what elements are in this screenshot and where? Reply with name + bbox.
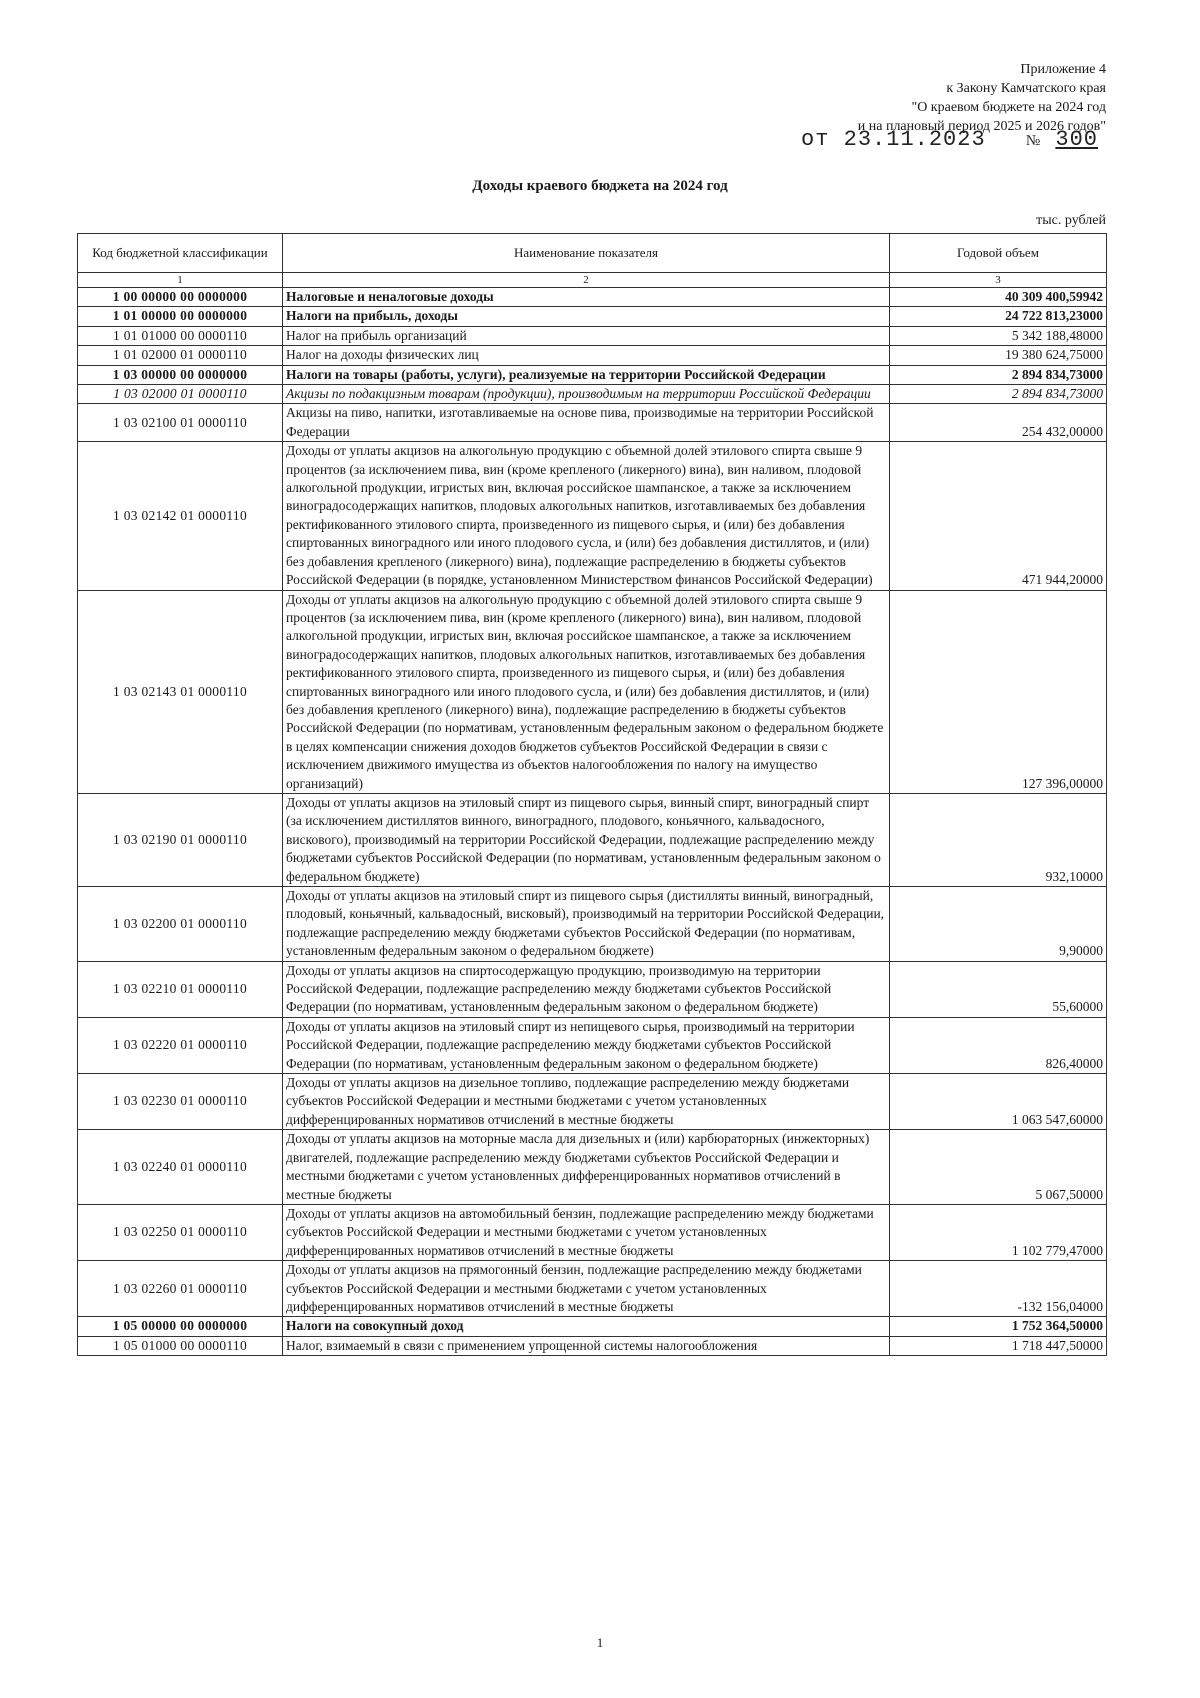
code-cell: 1 03 02250 01 0000110 xyxy=(78,1204,283,1260)
value-cell: 5 342 188,48000 xyxy=(890,326,1107,345)
code-cell: 1 01 00000 00 0000000 xyxy=(78,307,283,326)
code-cell: 1 03 00000 00 0000000 xyxy=(78,365,283,384)
code-cell: 1 01 01000 00 0000110 xyxy=(78,326,283,345)
value-cell: 471 944,20000 xyxy=(890,442,1107,590)
name-cell: Налоговые и неналоговые доходы xyxy=(283,288,890,307)
name-cell: Доходы от уплаты акцизов на спиртосодержащую продукцию, производимую на территории Российской Федерации, подлежащие распределению между бюджетами субъектов Российской Федерации (по нормативам, установленным федеральным законом о федеральном бюджете) xyxy=(283,961,890,1017)
value-cell: 40 309 400,59942 xyxy=(890,288,1107,307)
table-row xyxy=(78,1074,1107,1130)
name-cell: Доходы от уплаты акцизов на этиловый спирт из пищевого сырья (дистилляты винный, виноградный, плодовый, коньячный, кальвадосный, висковый), производимый на территории Российской Федерации, подлежащие распределению между бюджетами субъектов Российской Федерации (по нормативам, установленным федеральным законом о федеральном бюджете) xyxy=(283,887,890,962)
name-cell: Налог на прибыль организаций xyxy=(283,326,890,345)
code-cell: 1 03 02260 01 0000110 xyxy=(78,1261,283,1317)
value-cell: 826,40000 xyxy=(890,1017,1107,1073)
table-row xyxy=(78,346,1107,365)
table-row xyxy=(78,288,1107,307)
value-cell: 1 102 779,47000 xyxy=(890,1204,1107,1260)
name-cell: Акцизы по подакцизным товарам (продукции), производимым на территории Российской Федерации xyxy=(283,385,890,404)
appendix-header xyxy=(858,60,1106,136)
column-header-name: Наименование показателя xyxy=(283,234,890,273)
appendix-line: "О краевом бюджете на 2024 год xyxy=(911,100,1106,115)
name-cell: Доходы от уплаты акцизов на алкогольную продукцию с объемной долей этилового спирта свыше 9 процентов (за исключением пива, вин (кроме крепленого (ликерного) вина), вин наливом, плодовой алкогольной продукции, игристых вин, включая российское шампанское, а также за исключением виноградосодержащих напитков, плодовых алкогольных напитков, изготавливаемых без добавления ректификованного этилового спирта, произведенного из пищевого сырья, и (или) без добавления спиртованных виноградного или иного плодового сусла, и (или) без добавления дистиллятов, и (или) без добавления крепленого (ликерного) вина), подлежащие распределению в бюджеты субъектов Российской Федерации (в порядке, установленном Министерством финансов Российской Федерации) xyxy=(283,442,890,590)
name-cell: Доходы от уплаты акцизов на прямогонный бензин, подлежащие распределению между бюджетами субъектов Российской Федерации и местными бюджетами с учетом установленных дифференцированных нормативов отчислений в местные бюджеты xyxy=(283,1261,890,1317)
table-row xyxy=(78,590,1107,793)
code-cell: 1 03 02100 01 0000110 xyxy=(78,404,283,442)
value-cell: 9,90000 xyxy=(890,887,1107,962)
name-cell: Акцизы на пиво, напитки, изготавливаемые на основе пива, производимые на территории Российской Федерации xyxy=(283,404,890,442)
code-cell: 1 03 02142 01 0000110 xyxy=(78,442,283,590)
decree-date: от 23.11.2023 xyxy=(801,127,986,152)
table-row xyxy=(78,1317,1107,1336)
name-cell: Доходы от уплаты акцизов на моторные масла для дизельных и (или) карбюраторных (инжекторных) двигателей, подлежащие распределению между бюджетами субъектов Российской Федерации и местными бюджетами с учетом установленных дифференцированных нормативов отчислений в местные бюджеты xyxy=(283,1130,890,1205)
value-cell: 1 063 547,60000 xyxy=(890,1074,1107,1130)
value-cell: 1 752 364,50000 xyxy=(890,1317,1107,1336)
table-row xyxy=(78,1204,1107,1260)
value-cell: -132 156,04000 xyxy=(890,1261,1107,1317)
table-row xyxy=(78,307,1107,326)
code-cell: 1 01 02000 01 0000110 xyxy=(78,346,283,365)
name-cell: Доходы от уплаты акцизов на алкогольную продукцию с объемной долей этилового спирта свыше 9 процентов (за исключением пива, вин (кроме крепленого (ликерного) вина), вин наливом, плодовой алкогольной продукции, игристых вин, включая российское шампанское, а также за исключением виноградосодержащих напитков, плодовых алкогольных напитков, изготавливаемых без добавления ректификованного этилового спирта, произведенного из пищевого сырья, и (или) без добавления спиртованных виноградного или иного плодового сусла, и (или) без добавления дистиллятов, и (или) без добавления крепленого (ликерного) вина), подлежащие распределению в бюджеты субъектов Российской Федерации (по нормативам, установленным федеральным законом о федеральном бюджете в целях компенсации снижения доходов бюджетов субъектов Российской Федерации в связи с исключением движимого имущества из объектов налогообложения по налогу на имущество организаций) xyxy=(283,590,890,793)
value-cell: 55,60000 xyxy=(890,961,1107,1017)
code-cell: 1 03 02240 01 0000110 xyxy=(78,1130,283,1205)
name-cell: Налоги на товары (работы, услуги), реализуемые на территории Российской Федерации xyxy=(283,365,890,384)
name-cell: Доходы от уплаты акцизов на этиловый спирт из пищевого сырья, винный спирт, виноградный спирт (за исключением дистиллятов винного, виноградного, плодового, коньячного, кальвадосного, вискового), производимый на территории Российской Федерации, подлежащие распределению между бюджетами субъектов Российской Федерации (по нормативам, установленным федеральным законом о федеральном бюджете) xyxy=(283,793,890,886)
value-cell: 24 722 813,23000 xyxy=(890,307,1107,326)
name-cell: Налоги на прибыль, доходы xyxy=(283,307,890,326)
value-cell: 932,10000 xyxy=(890,793,1107,886)
code-cell: 1 03 02200 01 0000110 xyxy=(78,887,283,962)
units-label: тыс. рублей xyxy=(1036,213,1106,228)
table-row xyxy=(78,1261,1107,1317)
value-cell: 2 894 834,73000 xyxy=(890,365,1107,384)
revenue-table xyxy=(77,233,1107,1356)
code-cell: 1 03 02143 01 0000110 xyxy=(78,590,283,793)
name-cell: Налоги на совокупный доход xyxy=(283,1317,890,1336)
column-number-row xyxy=(78,273,1107,288)
decree-number-label: № xyxy=(1025,133,1042,149)
table-row xyxy=(78,793,1107,886)
value-cell: 127 396,00000 xyxy=(890,590,1107,793)
table-row xyxy=(78,961,1107,1017)
value-cell: 254 432,00000 xyxy=(890,404,1107,442)
table-row xyxy=(78,1130,1107,1205)
column-header-value: Годовой объем xyxy=(890,234,1107,273)
table-row xyxy=(78,404,1107,442)
decree-reference xyxy=(801,127,1098,152)
appendix-line: и на плановый период 2025 и 2026 годов" xyxy=(857,119,1106,134)
name-cell: Доходы от уплаты акцизов на дизельное топливо, подлежащие распределению между бюджетами субъектов Российской Федерации и местными бюджетами с учетом установленных дифференцированных нормативов отчислений в местные бюджеты xyxy=(283,1074,890,1130)
code-cell: 1 03 02230 01 0000110 xyxy=(78,1074,283,1130)
column-number: 2 xyxy=(283,273,890,288)
code-cell: 1 05 00000 00 0000000 xyxy=(78,1317,283,1336)
value-cell: 2 894 834,73000 xyxy=(890,385,1107,404)
appendix-line: Приложение 4 xyxy=(1020,62,1106,77)
appendix-line: к Закону Камчатского края xyxy=(946,81,1106,96)
table-row xyxy=(78,1017,1107,1073)
value-cell: 1 718 447,50000 xyxy=(890,1336,1107,1355)
code-cell: 1 03 02210 01 0000110 xyxy=(78,961,283,1017)
table-row xyxy=(78,1336,1107,1355)
name-cell: Налог на доходы физических лиц xyxy=(283,346,890,365)
column-number: 1 xyxy=(78,273,283,288)
name-cell: Налог, взимаемый в связи с применением упрощенной системы налогообложения xyxy=(283,1336,890,1355)
name-cell: Доходы от уплаты акцизов на этиловый спирт из непищевого сырья, производимый на территории Российской Федерации, подлежащие распределению между бюджетами субъектов Российской Федерации (по нормативам, установленным федеральным законом о федеральном бюджете) xyxy=(283,1017,890,1073)
table-row xyxy=(78,326,1107,345)
decree-number: 300 xyxy=(1055,127,1098,152)
code-cell: 1 03 02000 01 0000110 xyxy=(78,385,283,404)
code-cell: 1 05 01000 00 0000110 xyxy=(78,1336,283,1355)
document-title: Доходы краевого бюджета на 2024 год xyxy=(472,178,728,194)
column-header-code: Код бюджетной классификации xyxy=(78,234,283,273)
code-cell: 1 03 02190 01 0000110 xyxy=(78,793,283,886)
name-cell: Доходы от уплаты акцизов на автомобильный бензин, подлежащие распределению между бюджетами субъектов Российской Федерации и местными бюджетами с учетом установленных дифференцированных нормативов отчислений в местные бюджеты xyxy=(283,1204,890,1260)
value-cell: 19 380 624,75000 xyxy=(890,346,1107,365)
table-row xyxy=(78,442,1107,590)
page-number: 1 xyxy=(596,1635,604,1650)
value-cell: 5 067,50000 xyxy=(890,1130,1107,1205)
table-row xyxy=(78,385,1107,404)
column-number: 3 xyxy=(890,273,1107,288)
code-cell: 1 03 02220 01 0000110 xyxy=(78,1017,283,1073)
table-row xyxy=(78,365,1107,384)
table-header-row xyxy=(78,234,1107,273)
table-row xyxy=(78,887,1107,962)
code-cell: 1 00 00000 00 0000000 xyxy=(78,288,283,307)
